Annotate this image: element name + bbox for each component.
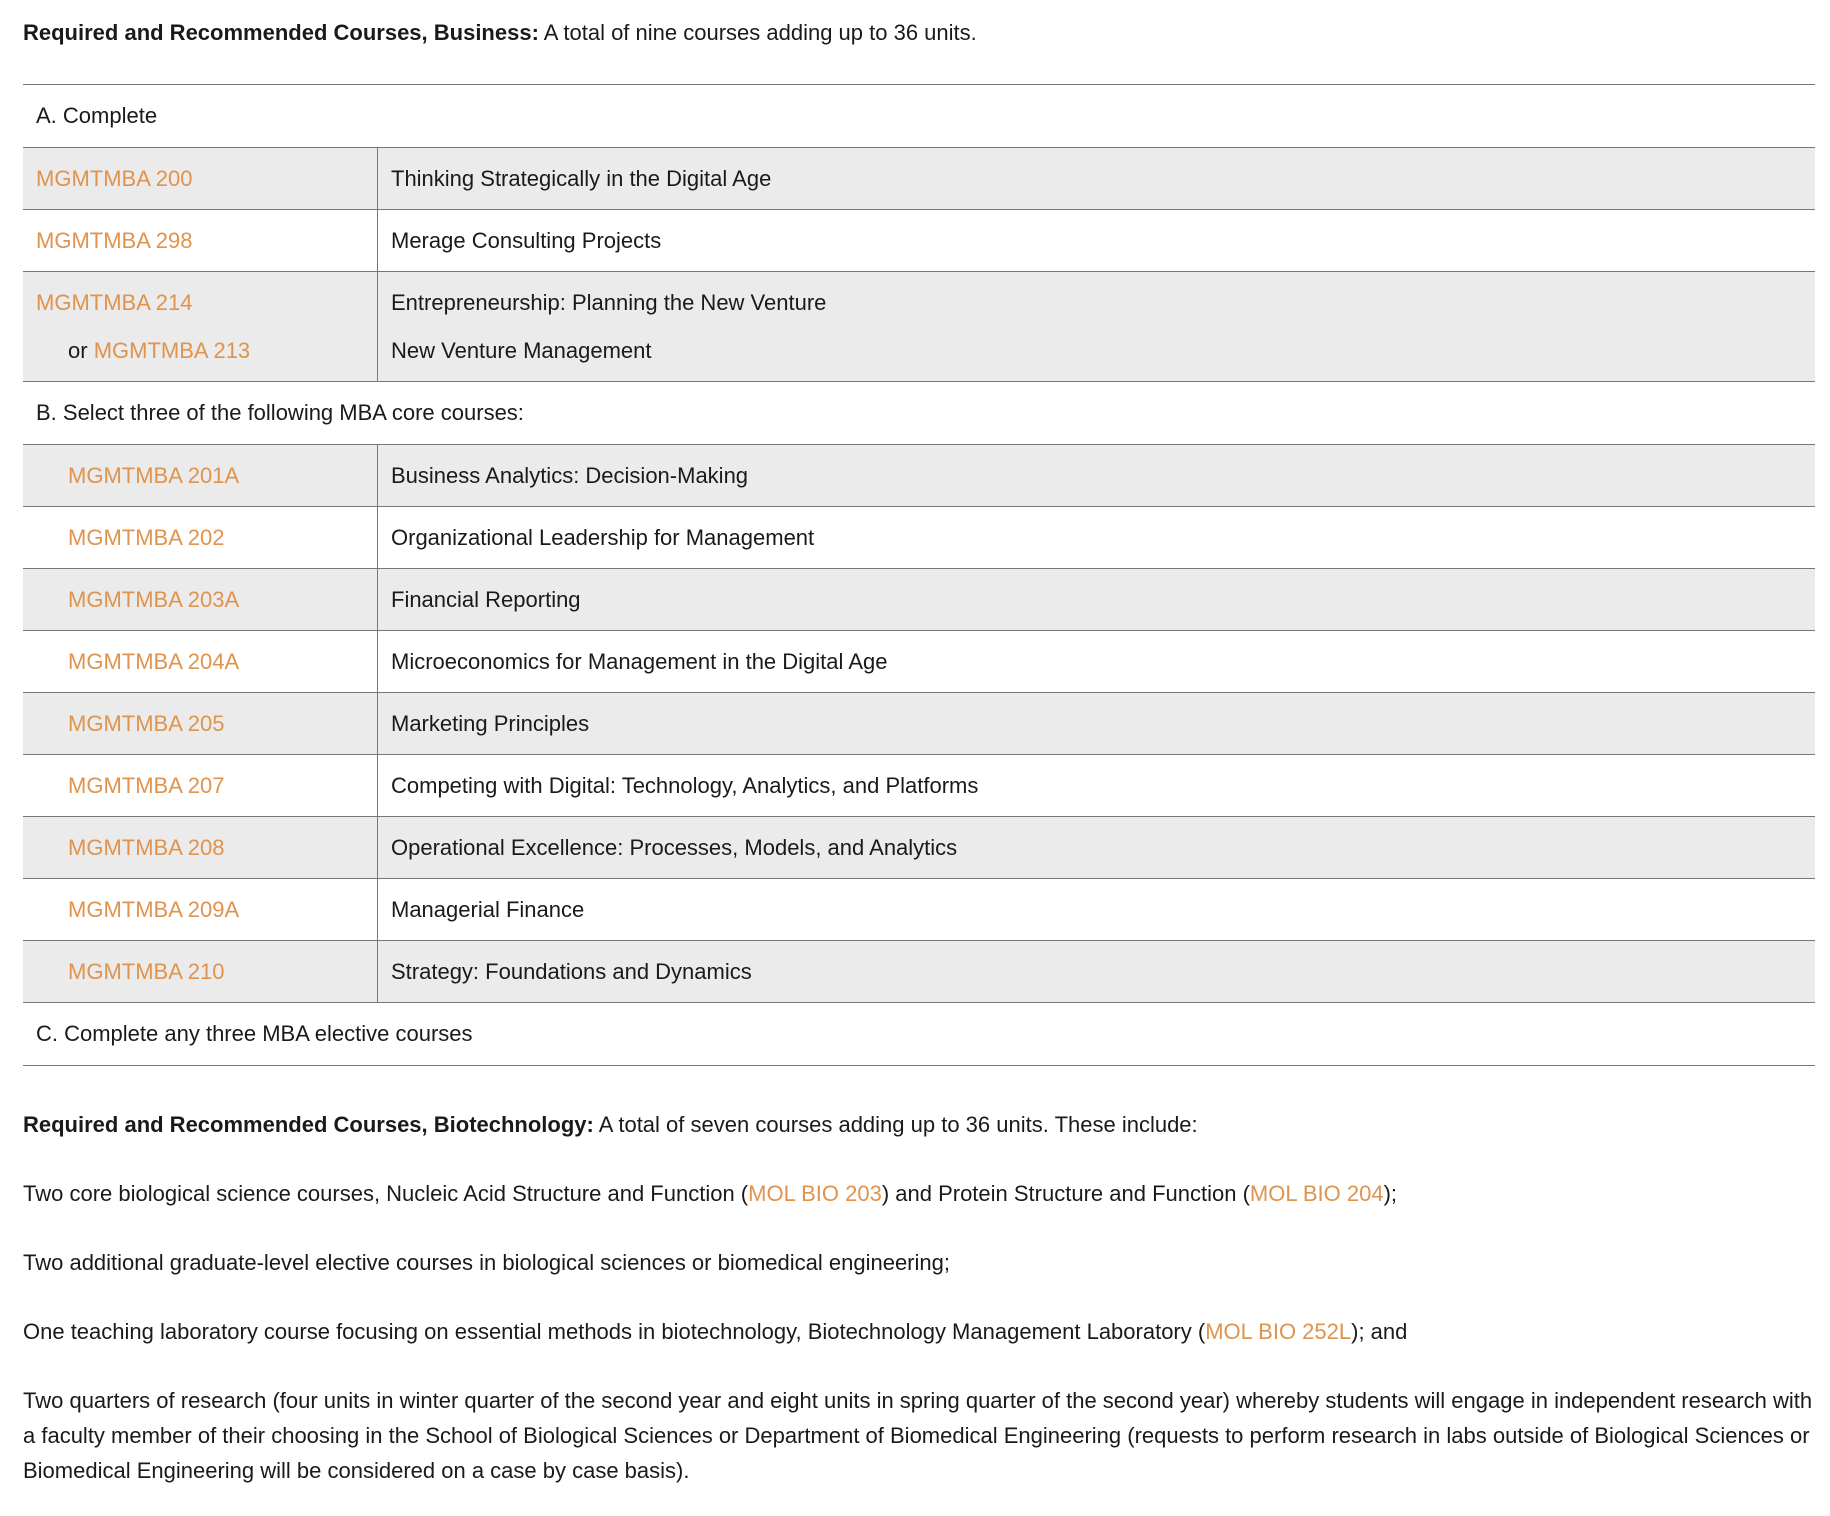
section-b-header [23,382,1815,445]
business-heading-bold: Required and Recommended Courses, Business: [23,20,539,45]
biotech-paragraph-core [23,1176,1813,1211]
course-link-alt[interactable]: MGMTMBA 213 [93,337,251,363]
course-code-cell [23,755,378,817]
course-link[interactable]: MGMTMBA 208 [68,834,225,860]
course-code-cell [23,569,378,631]
course-link[interactable]: MGMTMBA 202 [68,524,225,550]
course-title: Merage Consulting Projects [378,210,1816,272]
course-code-cell [23,693,378,755]
course-title: Competing with Digital: Technology, Analytics, and Platforms [378,755,1816,817]
course-link[interactable]: MOL BIO 203 [748,1181,882,1206]
course-title-cell [378,272,1816,382]
table-row [23,445,1815,507]
text: ) and Protein Structure and Function ( [881,1181,1250,1206]
business-heading-text: A total of nine courses adding up to 36 units. [538,20,977,45]
text: ); [1383,1181,1398,1206]
course-code-cell [23,817,378,879]
course-title: Strategy: Foundations and Dynamics [378,941,1816,1003]
table-row [23,693,1815,755]
course-title: Microeconomics for Management in the Digital Age [378,631,1816,693]
section-a-label: A. Complete [23,85,1815,148]
course-code-cell [23,272,378,382]
table-row [23,755,1815,817]
course-title: Marketing Principles [378,693,1816,755]
table-row [23,941,1815,1003]
business-heading [23,18,977,48]
biotech-heading-bold: Required and Recommended Courses, Biotechnology: [23,1112,594,1137]
course-link[interactable]: MGMTMBA 210 [68,958,225,984]
course-link[interactable]: MGMTMBA 201A [68,462,240,488]
business-requirements-table [23,84,1815,1066]
course-title: Operational Excellence: Processes, Models, and Analytics [378,817,1816,879]
table-row [23,879,1815,941]
biotech-paragraph-research: Two quarters of research (four units in winter quarter of the second year and eight units in spring quarter of the second year) whereby students will engage in independent research with a faculty member of their choosing in the School of Biological Sciences or Department of Biomedical Engineering (requests to perform research in labs outside of Biological Sciences or Biomedical Engineering will be considered on a case by case basis). [23,1388,1813,1483]
section-b-label: B. Select three of the following MBA core courses: [23,382,1815,445]
table-row [23,210,1815,272]
course-title: Thinking Strategically in the Digital Age [378,148,1816,210]
course-code-cell [23,507,378,569]
or-label: or [68,337,94,363]
course-link[interactable]: MOL BIO 252L [1205,1319,1352,1344]
course-code-cell [23,210,378,272]
text: Two core biological science courses, Nucleic Acid Structure and Function ( [23,1181,749,1206]
course-link[interactable]: MGMTMBA 207 [68,772,225,798]
course-code-cell [23,879,378,941]
course-title: Business Analytics: Decision-Making [378,445,1816,507]
course-title: Financial Reporting [378,569,1816,631]
course-link[interactable]: MOL BIO 204 [1249,1181,1384,1206]
course-link[interactable]: MGMTMBA 214 [36,289,193,315]
table-row [23,148,1815,210]
course-code-cell [23,631,378,693]
table-row [23,631,1815,693]
section-c-header [23,1003,1815,1066]
course-title-alt: New Venture Management [391,337,652,363]
course-link[interactable]: MGMTMBA 204A [68,648,240,674]
course-title: Organizational Leadership for Management [378,507,1816,569]
table-row-choice [23,272,1815,382]
course-title: Managerial Finance [378,879,1816,941]
table-row [23,817,1815,879]
biotech-heading [23,1107,1813,1142]
section-c-label: C. Complete any three MBA elective courses [23,1003,1815,1066]
course-link[interactable]: MGMTMBA 203A [68,586,240,612]
course-code-cell [23,941,378,1003]
text: One teaching laboratory course focusing on essential methods in biotechnology, Biotechnology Management Laboratory ( [23,1319,1206,1344]
course-link[interactable]: MGMTMBA 209A [68,896,240,922]
course-link[interactable]: MGMTMBA 298 [36,227,193,253]
table-row [23,507,1815,569]
course-code-cell [23,445,378,507]
course-link[interactable]: MGMTMBA 205 [68,710,225,736]
biotech-paragraph-lab [23,1314,1813,1349]
section-a-header [23,85,1815,148]
course-code-cell [23,148,378,210]
biotech-paragraph-electives: Two additional graduate-level elective courses in biological sciences or biomedical engineering; [23,1250,950,1275]
table-row [23,569,1815,631]
text: ); and [1351,1319,1408,1344]
course-title: Entrepreneurship: Planning the New Venture [391,289,827,315]
biotech-heading-text: A total of seven courses adding up to 36 units. These include: [593,1112,1198,1137]
course-link[interactable]: MGMTMBA 200 [36,165,193,191]
